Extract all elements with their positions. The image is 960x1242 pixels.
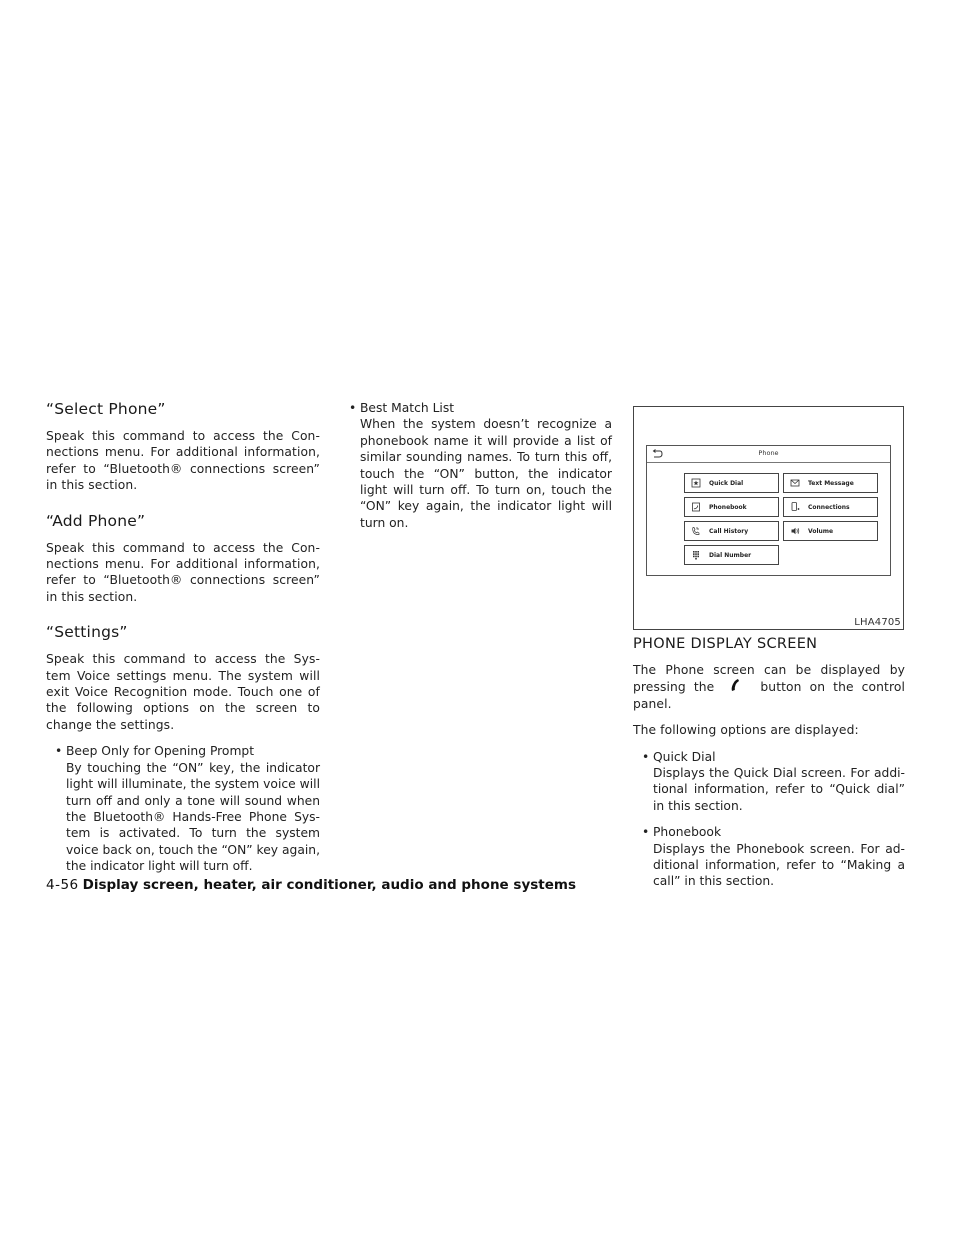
tile-label: Dial Number	[709, 552, 752, 559]
screen-header	[647, 446, 890, 463]
tile-call-history	[684, 521, 779, 541]
tile-label: Volume	[808, 528, 834, 535]
column-left	[46, 400, 320, 885]
heading-phone-display-screen: PHONE DISPLAY SCREEN	[633, 636, 818, 652]
para-settings: Speak this command to access the Sys- tem Voice settings menu. The system will exit Voice Recognition mode. Touch one of the following options on the screen to change the settings.	[46, 652, 320, 732]
chapter-title: Display screen, heater, air conditioner, audio and phone systems	[82, 877, 576, 893]
phone-handset-icon	[722, 678, 752, 692]
bullet-dot: •	[349, 401, 357, 415]
tile-label: Connections	[808, 504, 850, 511]
tile-volume	[783, 521, 878, 541]
star-icon	[691, 478, 701, 488]
keypad-icon	[691, 550, 701, 560]
page-number: 4-56	[46, 877, 79, 893]
page-footer	[46, 877, 576, 893]
para-part-b: button on the control panel.	[633, 680, 906, 711]
volume-icon	[790, 526, 800, 536]
call-history-icon	[691, 526, 701, 536]
bullet-best-match	[346, 400, 612, 531]
tile-text-message	[783, 473, 878, 493]
figure-code: LHA4705	[854, 617, 901, 628]
column-right	[633, 636, 905, 900]
bullet-beep-only	[46, 743, 320, 874]
envelope-icon	[790, 478, 800, 488]
bullet-title: Phonebook	[653, 825, 722, 840]
column-middle	[346, 400, 612, 541]
bullet-dot: •	[642, 825, 650, 840]
phonebook-icon	[691, 502, 701, 512]
tile-label: Text Message	[808, 480, 854, 487]
para-add-phone: Speak this command to access the Con- nections menu. For additional information, refer to “Bluetooth® connections screen” in this section.	[46, 540, 320, 604]
bullet-title: Quick Dial	[653, 749, 716, 764]
bullet-title: Beep Only for Opening Prompt	[66, 744, 255, 759]
tile-dial-number	[684, 545, 779, 565]
bullet-desc: By touching the “ON” key, the indicator light will illuminate, the system voice will turn off and only a tone will sound when the Bluetooth® Hands-Free Phone Sys- tem is activated. To turn the system voice back on, touch the “ON” key again, the indicator light will turn off.	[66, 760, 320, 874]
tile-quick-dial	[684, 473, 779, 493]
para-options-displayed: The following options are displayed:	[633, 723, 859, 738]
heading-add-phone: “Add Phone”	[46, 511, 146, 530]
bullet-dot: •	[55, 744, 63, 759]
para-select-phone: Speak this command to access the Con- nections menu. For additional information, refer to “Bluetooth® connections screen” in this section.	[46, 429, 320, 493]
bullet-desc: When the system doesn’t recognize a phonebook name it will provide a list of similar sounding names. To turn this off, touch the “ON” button, the indicator light will turn off. To turn on, touch the “ON” key again, the indicator light will turn on.	[360, 417, 612, 530]
heading-settings: “Settings”	[46, 623, 128, 642]
tile-label: Call History	[709, 528, 749, 535]
para-phone-screen	[633, 662, 905, 712]
para-part-a: The Phone screen can be displayed by pressing the	[633, 663, 905, 695]
bullet-dot: •	[642, 749, 650, 764]
phone-screen-mockup	[646, 445, 891, 576]
bullet-phonebook	[633, 824, 905, 890]
bullet-title: Best Match List	[360, 401, 455, 415]
bullet-desc: Displays the Quick Dial screen. For addi- tional information, refer to “Quick dial” in this section.	[653, 766, 905, 813]
phone-connect-icon	[790, 502, 800, 512]
phone-screen-figure	[633, 406, 904, 630]
tile-connections	[783, 497, 878, 517]
heading-select-phone: “Select Phone”	[46, 400, 166, 418]
bullet-desc: Displays the Phonebook screen. For ad- ditional information, refer to “Making a call” in this section.	[653, 841, 905, 889]
tile-phonebook	[684, 497, 779, 517]
bullet-quick-dial	[633, 749, 905, 815]
tile-label: Quick Dial	[709, 480, 744, 487]
tile-label: Phonebook	[709, 504, 747, 511]
screen-title: Phone	[758, 449, 779, 457]
